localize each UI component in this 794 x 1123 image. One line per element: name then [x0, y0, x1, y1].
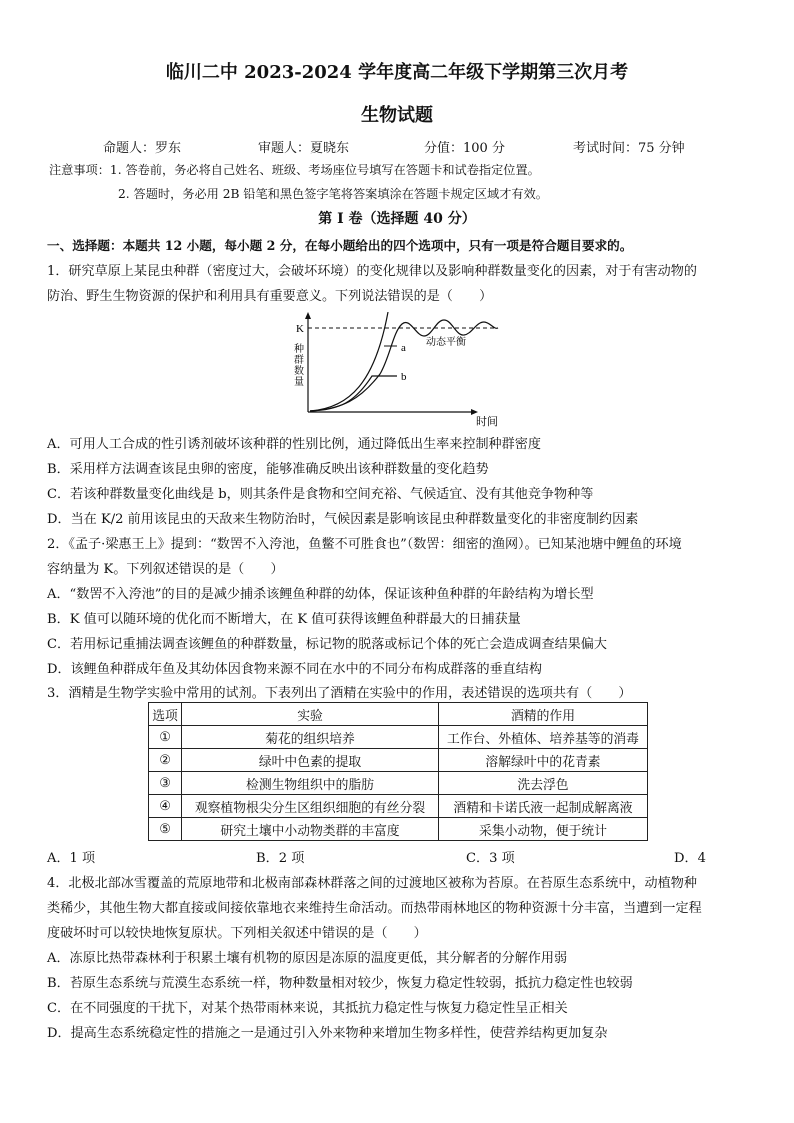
svg-text:数: 数 — [294, 366, 304, 377]
score-info: 分值：100 分 — [424, 141, 505, 156]
dynamic-balance-label: 动态平衡 — [426, 337, 466, 348]
q3-option-a: A．1 项 — [47, 851, 96, 866]
q2-stem-line-1: 2．《孟子·梁惠王上》提到：“数罟不入洿池，鱼鳖不可胜食也”（数罟：细密的渔网）。已知某池塘中鲤鱼的环境 — [47, 537, 682, 552]
x-axis-label: 时间 — [476, 415, 498, 428]
q4-stem-line-1: 4．北极北部冰雪覆盖的荒原地带和北极南部森林群落之间的过渡地区被称为苔原。在苔原生态系统中，动植物种 — [47, 876, 697, 891]
q3-option-c: C．3 项 — [466, 851, 515, 866]
table-cell: ④ — [149, 795, 182, 818]
reviewer-info: 审题人：夏晓东 — [258, 141, 350, 156]
q4-option-c: C．在不同强度的干扰下，对某个热带雨林来说，其抵抗力稳定性与恢复力稳定性呈正相关 — [47, 1001, 568, 1016]
table-header-cell: 选项 — [149, 703, 182, 726]
section-heading: 第 I 卷（选择题 40 分） — [318, 211, 476, 227]
q1-stem-line-1: 1．研究草原上某昆虫种群（密度过大，会破坏环境）的变化规律以及影响种群数量变化的因素，对于有害动物的 — [47, 264, 697, 279]
q4-stem-line-3: 度破坏时可以较快地恢复原状。下列相关叙述中错误的是（ ） — [47, 926, 427, 941]
curve-a-label: a — [401, 342, 406, 354]
table-cell: ③ — [149, 772, 182, 795]
table-row — [149, 749, 648, 772]
table-cell: 工作台、外植体、培养基等的消毒 — [439, 726, 648, 749]
note-line-2: 2. 答题时，务必用 2B 铅笔和黑色签字笔将答案填涂在答题卡规定区域才有效。 — [118, 187, 548, 201]
svg-text:种: 种 — [294, 344, 304, 355]
time-info: 考试时间：75 分钟 — [573, 141, 685, 156]
k-label: K — [296, 323, 304, 335]
table-cell: 采集小动物，便于统计 — [439, 818, 648, 841]
author-info: 命题人：罗东 — [103, 141, 182, 156]
q4-option-d: D．提高生态系统稳定性的措施之一是通过引入外来物种来增加生物多样性，使营养结构更加复杂 — [47, 1026, 608, 1041]
q3-option-d: D．4 — [674, 851, 706, 866]
table-cell: 绿叶中色素的提取 — [182, 749, 439, 772]
q3-stem: 3．酒精是生物学实验中常用的试剂。下表列出了酒精在实验中的作用，表述错误的选项共有（ ） — [47, 686, 632, 701]
q4-option-b: B．苔原生态系统与荒漠生态系统一样，物种数量相对较少，恢复力稳定性较弱，抵抗力稳定性也较弱 — [47, 976, 633, 991]
curve-a — [310, 320, 498, 411]
table-cell: 酒精和卡诺氏液一起制成解离液 — [439, 795, 648, 818]
ethanol-table — [148, 702, 648, 841]
table-cell: ⑤ — [149, 818, 182, 841]
table-cell: 观察植物根尖分生区组织细胞的有丝分裂 — [182, 795, 439, 818]
q2-option-c: C．若用标记重捕法调查该鲤鱼的种群数量，标记物的脱落或标记个体的死亡会造成调查结果偏大 — [47, 637, 607, 652]
note-line-1: 注意事项：1. 答卷前，务必将自己姓名、班级、考场座位号填写在答题卡和试卷指定位置。 — [49, 163, 540, 177]
q1-stem-line-2: 防治、野生生物资源的保护和利用具有重要意义。下列说法错误的是（ ） — [47, 289, 493, 304]
table-cell: 检测生物组织中的脂肪 — [182, 772, 439, 795]
curve-b-label: b — [401, 371, 407, 383]
table-row — [149, 772, 648, 795]
table-cell: 溶解绿叶中的花青素 — [439, 749, 648, 772]
table-header-cell: 实验 — [182, 703, 439, 726]
table-row — [149, 726, 648, 749]
q2-option-a: A．“数罟不入洿池”的目的是减少捕杀该鲤鱼种群的幼体，保证该种鱼种群的年龄结构为增长型 — [47, 587, 594, 602]
q4-option-a: A．冻原比热带森林利于积累土壤有机物的原因是冻原的温度更低，其分解者的分解作用弱 — [47, 951, 568, 966]
table-header-row — [149, 703, 648, 726]
q4-stem-line-2: 类稀少，其他生物大都直接或间接依靠地衣来维持生命活动。而热带雨林地区的物种资源十分丰富，当遭到一定程 — [47, 901, 702, 916]
q1-option-c: C．若该种群数量变化曲线是 b，则其条件是食物和空间充裕、气候适宜、没有其他竞争物种等 — [47, 487, 594, 502]
q2-option-b: B．K 值可以随环境的优化而不断增大，在 K 值可获得该鲤鱼种群最大的日捕获量 — [47, 612, 521, 627]
table-cell: ② — [149, 749, 182, 772]
table-row — [149, 818, 648, 841]
table-header-cell: 酒精的作用 — [439, 703, 648, 726]
y-axis-label — [294, 342, 304, 388]
table-cell: 研究土壤中小动物类群的丰富度 — [182, 818, 439, 841]
population-growth-graph — [280, 312, 510, 430]
q1-option-d: D．当在 K/2 前用该昆虫的天敌来生物防治时，气候因素是影响该昆虫种群数量变化的非密度制约因素 — [47, 512, 639, 527]
j-curve — [310, 312, 388, 411]
q1-option-a: A．可用人工合成的性引诱剂破坏该种群的性别比例，通过降低出生率来控制种群密度 — [47, 437, 541, 452]
svg-text:量: 量 — [294, 377, 304, 388]
table-cell: 菊花的组织培养 — [182, 726, 439, 749]
table-row — [149, 795, 648, 818]
table-cell: ① — [149, 726, 182, 749]
part-instructions: 一、选择题：本题共 12 小题，每小题 2 分，在每小题给出的四个选项中，只有一项是符合题目要求的。 — [47, 238, 633, 253]
exam-title: 临川二中 2023-2024 学年度高二年级下学期第三次月考 — [165, 62, 629, 83]
exam-subtitle: 生物试题 — [361, 105, 433, 126]
y-axis-arrow-icon — [305, 312, 311, 319]
q2-stem-line-2: 容纳量为 K。下列叙述错误的是（ ） — [47, 562, 284, 577]
svg-text:群: 群 — [294, 355, 304, 366]
q2-option-d: D．该鲤鱼种群成年鱼及其幼体因食物来源不同在水中的不同分布构成群落的垂直结构 — [47, 662, 542, 677]
q1-option-b: B．采用样方法调查该昆虫卵的密度，能够准确反映出该种群数量的变化趋势 — [47, 462, 489, 477]
q3-option-b: B．2 项 — [256, 851, 305, 866]
table-cell: 洗去浮色 — [439, 772, 648, 795]
